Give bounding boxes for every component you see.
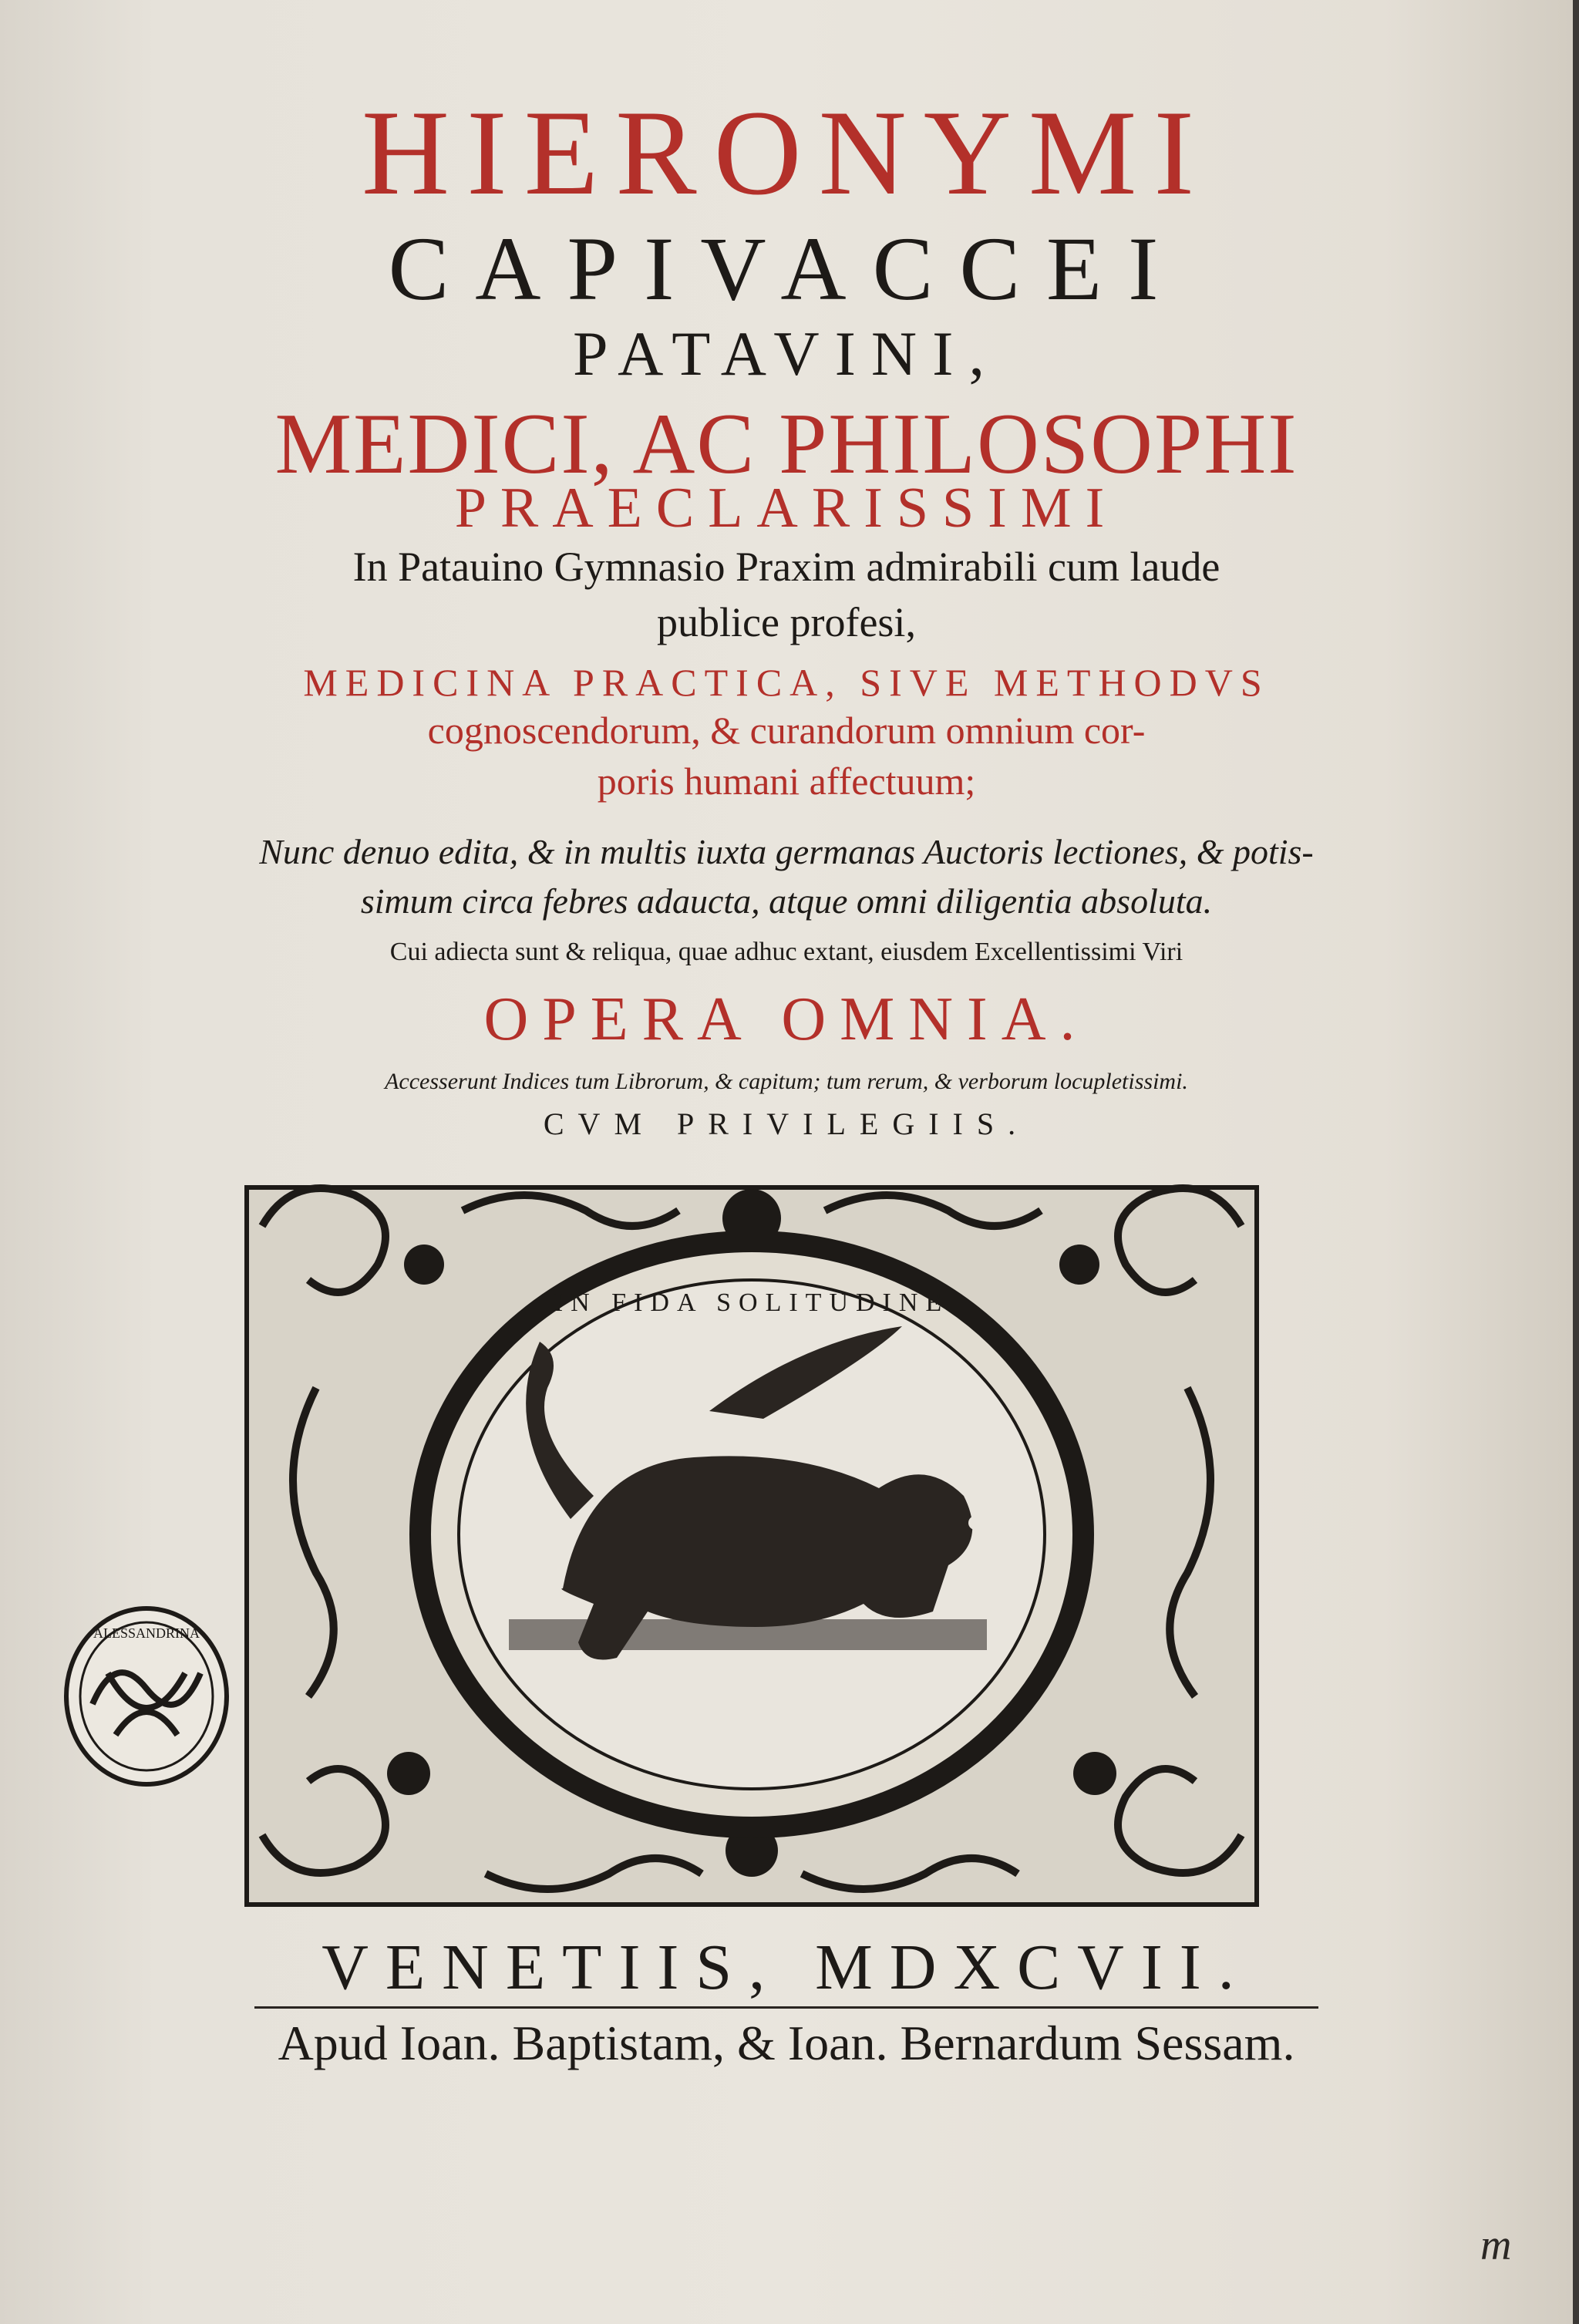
imprint-rule — [254, 2006, 1318, 2009]
professorship-line-1: In Patauino Gymnasio Praxim admirabili cum laude — [352, 544, 1220, 590]
work-title: MEDICINA PRACTICA, SIVE METHODVS — [303, 661, 1270, 704]
work-subtitle-2: poris humani affectuum; — [597, 760, 976, 803]
edition-note-1: Nunc denuo edita, & in multis iuxta germanas Auctoris lectiones, & potis- — [259, 832, 1314, 871]
marginal-mark: m — [1480, 2221, 1512, 2269]
cat-woodcut-icon — [231, 1157, 1272, 1920]
professorship-line-2: publice profesi, — [657, 599, 916, 645]
author-origin: PATAVINI, — [573, 318, 1000, 389]
author-first-name: HIERONYMI — [361, 86, 1212, 221]
indices-note: Accesserunt Indices tum Librorum, & capitum; tum rerum, & verborum locupletissimi. — [385, 1069, 1188, 1094]
privilege-note: CVM PRIVILEGIIS. — [543, 1106, 1030, 1141]
addition-note: Cui adiecta sunt & reliqua, quae adhuc extant, eiusdem Excellentissimi Viri — [389, 938, 1183, 966]
author-last-name: CAPIVACCEI — [388, 218, 1185, 319]
library-stamp-icon — [62, 1604, 231, 1789]
page-edge — [1573, 0, 1579, 2324]
work-subtitle-1: cognoscendorum, & curandorum omnium cor- — [427, 709, 1146, 752]
author-epithet: PRAECLARISSIMI — [454, 477, 1119, 540]
svg-text:IN FIDA SOLITUDINE: IN FIDA SOLITUDINE — [554, 1288, 950, 1317]
printer-imprint: Apud Ioan. Baptistam, & Ioan. Bernardum Sessam. — [278, 2016, 1295, 2070]
opera-omnia-heading: OPERA OMNIA. — [483, 985, 1089, 1053]
author-profession: MEDICI, AC PHILOSOPHI — [274, 396, 1298, 492]
edition-note-2: simum circa febres adaucta, atque omni diligentia absoluta. — [360, 881, 1213, 921]
place-and-year: VENETIIS, MDXCVII. — [322, 1932, 1251, 2003]
svg-text:ALESSANDRINA: ALESSANDRINA — [93, 1625, 200, 1641]
